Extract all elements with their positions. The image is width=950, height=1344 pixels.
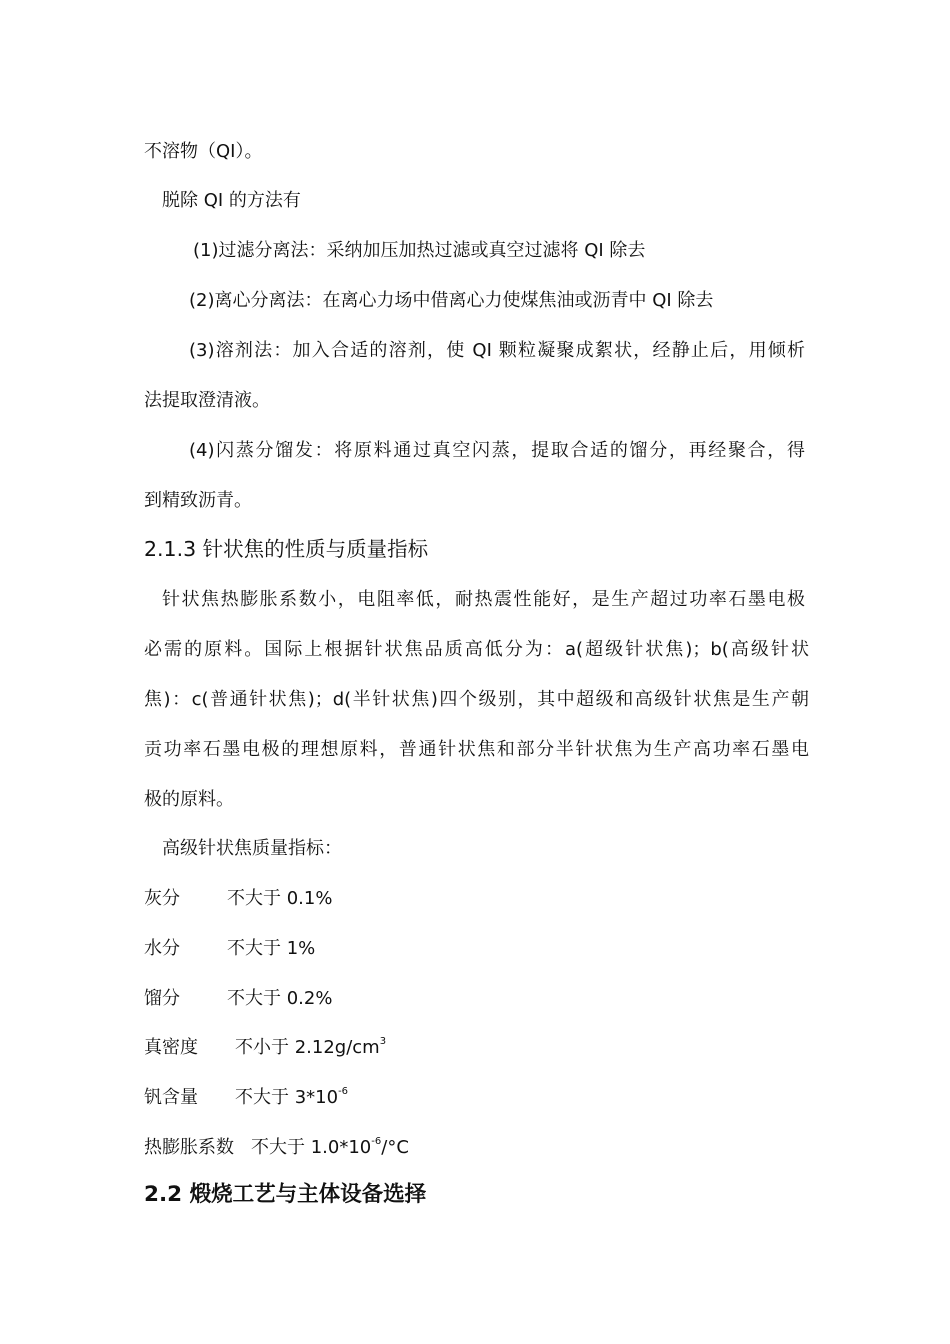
spec-row-vanadium [144,1085,809,1111]
method-solvent-line2: 法提取澄清液。 [144,390,270,411]
method-flash-line1: (4)闪蒸分馏发：将原料通过真空闪蒸，提取合适的馏分，再经聚合，得 [189,440,805,461]
spec-name: 馏分 [144,988,180,1009]
spec-name: 灰分 [144,888,180,909]
spec-value: 不大于 0.2% [227,988,333,1009]
spec-unit: /°C [381,1137,409,1158]
spec-list-title: 高级针状焦质量指标： [162,838,342,859]
needle-coke-para-line5: 极的原料。 [144,789,234,810]
spec-row-density [144,1035,809,1061]
method-flash-line2: 到精致沥青。 [144,490,252,511]
spec-name: 水分 [144,938,180,959]
spec-value: 不小于 2.12g/cm [235,1037,380,1058]
spec-row-ash [144,886,809,912]
spec-value: 不大于 0.1% [227,888,333,909]
method-solvent-line1: (3)溶剂法：加入合适的溶剂，使 QI 颗粒凝聚成絮状，经静止后，用倾析 [189,340,805,361]
needle-coke-para-line1: 针状焦热膨胀系数小，电阻率低，耐热震性能好，是生产超过功率石墨电极 [162,589,805,610]
needle-coke-para-line4: 贡功率石墨电极的理想原料，普通针状焦和部分半针状焦为生产高功率石墨电 [144,739,809,760]
spec-superscript: -6 [338,1086,349,1097]
spec-value: 不大于 1% [227,938,316,959]
method-centrifugal: (2)离心分离法：在离心力场中借离心力使煤焦油或沥青中 QI 除去 [189,290,714,311]
spec-value: 不大于 3*10 [235,1087,339,1108]
needle-coke-para-line2: 必需的原料。国际上根据针状焦品质高低分为：a(超级针状焦)；b(高级针状 [144,639,809,660]
spec-name: 热膨胀系数 [144,1137,234,1158]
spec-superscript: 3 [379,1036,387,1047]
paragraph-qi-methods-intro: 脱除 QI 的方法有 [162,190,301,211]
spec-row-fraction [144,986,809,1012]
section-heading-2-2: 2.2 煅烧工艺与主体设备选择 [144,1182,427,1207]
spec-superscript: -6 [371,1136,382,1147]
spec-row-thermal-expansion [144,1135,809,1161]
spec-value: 不大于 1.0*10 [251,1137,372,1158]
paragraph-qi-end: 不溶物（QI）。 [144,141,263,162]
spec-name: 真密度 [144,1037,198,1058]
method-filtration: (1)过滤分离法：采纳加压加热过滤或真空过滤将 QI 除去 [193,240,646,261]
spec-row-water [144,936,809,962]
spec-name: 钒含量 [144,1087,198,1108]
section-heading-2-1-3: 2.1.3 针状焦的性质与质量指标 [144,537,429,561]
needle-coke-para-line3: 焦)：c(普通针状焦)；d(半针状焦)四个级别，其中超级和高级针状焦是生产朝 [144,689,809,710]
